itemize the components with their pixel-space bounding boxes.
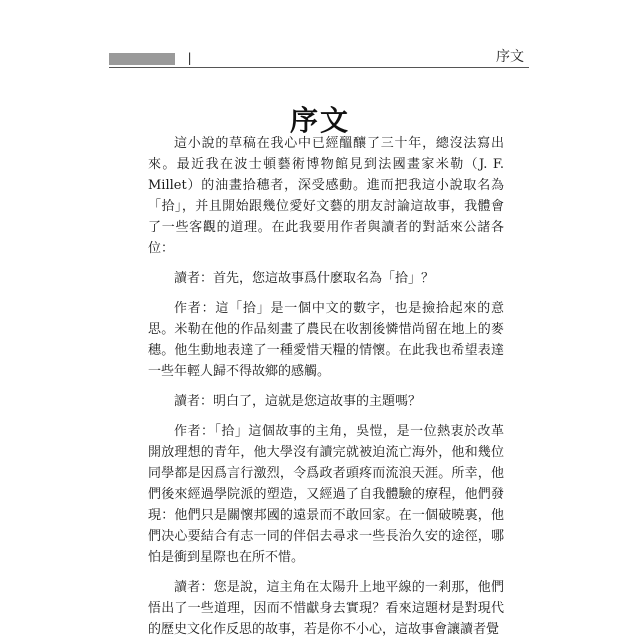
header-gray-bar	[109, 53, 175, 65]
paragraph-intro: 這小說的草稿在我心中已經醞釀了三十年，總沒法寫出來。最近我在波士頓藝術博物館見到法國畫家米勒（J. F. Millet）的油畫拾穗者，深受感動。進而把我這小說取名為「拾」，并且開始跟幾位愛好文藝的朋友討論這故事，我體會了一些客觀的道理。在此我要用作者與讀者的對話來公諸各位：	[148, 136, 504, 256]
paragraph-reader-question-3: 讀者：您是說，這主角在太陽升上地平線的一剎那，他們悟出了一些道理，因而不惜獻身去實現？看來這題材是對現代的歷史文化作反思的故事，若是你不小心，這故事會讓讀者覺	[148, 580, 504, 637]
header-page-marker: |	[186, 51, 194, 65]
paragraph-reader-question-1: 讀者：首先，您這故事爲什麽取名為「拾」？	[174, 271, 435, 286]
running-header-title: 序文	[496, 49, 524, 65]
chapter-title: 序文	[289, 103, 350, 137]
paragraph-author-answer-2: 作者：「拾」這個故事的主角，吳愷，是一位熱衷於改革開放理想的青年，他大學沒有讀完就被迫流亡海外，他和幾位同學都是因爲言行激烈，令爲政者頭疼而流浪天涯。所幸，他們後來經過學院派的塑造，又經過了自我體驗的療程，他們發現：他們只是關懷邦國的遠景而不敢回家。在一個破曉裏，他們决心要結合有志一同的伴侶去尋求一些長治久安的途徑，哪怕是衝到星際也在所不惜。	[148, 424, 504, 565]
paragraph-author-answer-1: 作者：這「拾」是一個中文的數字，也是撿拾起來的意思。米勒在他的作品刻畫了農民在收割後憐惜尚留在地上的麥穗。他生動地表達了一種愛惜天糧的情懷。在此我也希望表達一些年輕人歸不得故鄉的感觸。	[148, 301, 504, 379]
body-text	[148, 133, 504, 640]
paragraph-reader-question-2: 讀者：明白了，這就是您這故事的主題嗎？	[174, 394, 422, 409]
header-rule	[109, 67, 529, 68]
